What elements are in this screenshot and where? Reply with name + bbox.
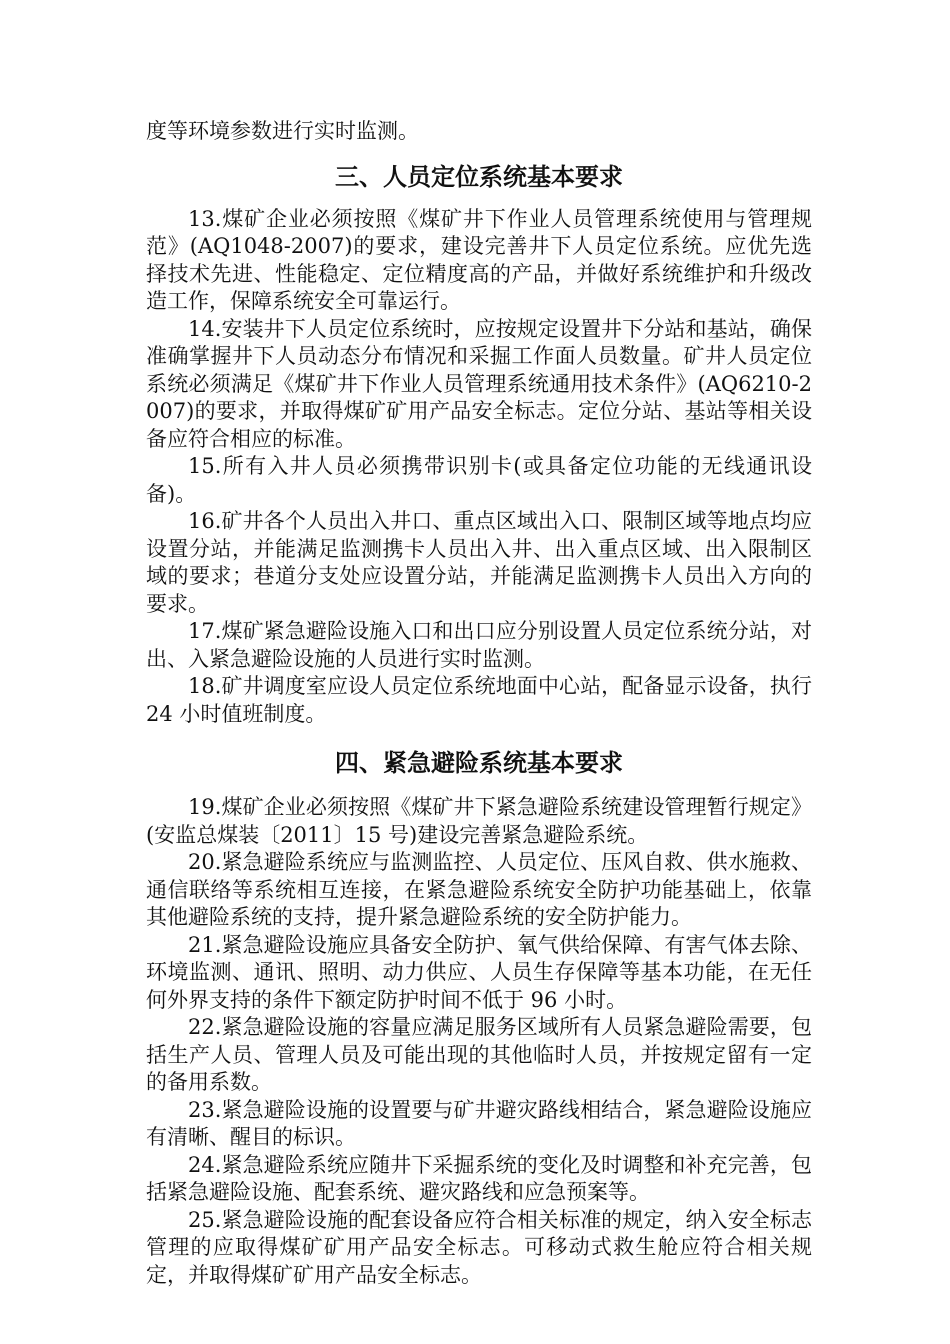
paragraph-21: 21.紧急避险设施应具备安全防护、氧气供给保障、有害气体去除、环境监测、通讯、照明、动力供应、人员生存保障等基本功能，在无任何外界支持的条件下额定防护时间不低于 96 小时。 — [146, 932, 812, 1012]
paragraph-18: 18.矿井调度室应设人员定位系统地面中心站，配备显示设备，执行 24 小时值班制度。 — [146, 674, 812, 726]
section-heading-personnel-positioning: 三、人员定位系统基本要求 — [335, 162, 623, 191]
intro-paragraph: 度等环境参数进行实时监测。 — [146, 119, 419, 143]
paragraph-19: 19.煤矿企业必须按照《煤矿井下紧急避险系统建设管理暂行规定》(安监总煤装〔2011〕15 号)建设完善紧急避险系统。 — [146, 795, 812, 847]
paragraph-24: 24.紧急避险系统应随井下采掘系统的变化及时调整和补充完善，包括紧急避险设施、配套系统、避灾路线和应急预案等。 — [146, 1152, 812, 1204]
paragraph-15: 15.所有入井人员必须携带识别卡(或具备定位功能的无线通讯设备)。 — [146, 454, 812, 506]
paragraph-20: 20.紧急避险系统应与监测监控、人员定位、压风自救、供水施救、通信联络等系统相互连接，在紧急避险系统安全防护功能基础上，依靠其他避险系统的支持，提升紧急避险系统的安全防护能力。 — [146, 850, 812, 929]
paragraph-13: 13.煤矿企业必须按照《煤矿井下作业人员管理系统使用与管理规范》(AQ1048-2007)的要求，建设完善井下人员定位系统。应优先选择技术先进、性能稳定、定位精度高的产品，并做好系统维护和升级改造工作，保障系统安全可靠运行。 — [146, 206, 812, 313]
paragraph-17: 17.煤矿紧急避险设施入口和出口应分别设置人员定位系统分站，对出、入紧急避险设施的人员进行实时监测。 — [146, 619, 812, 671]
section-heading-emergency-refuge: 四、紧急避险系统基本要求 — [335, 749, 623, 777]
paragraph-16: 16.矿井各个人员出入井口、重点区域出入口、限制区域等地点均应设置分站，并能满足监测携卡人员出入井、出入重点区域、出入限制区域的要求；巷道分支处应设置分站，并能满足监测携卡人员出入方向的要求。 — [146, 509, 812, 616]
paragraph-23: 23.紧急避险设施的设置要与矿井避灾路线相结合，紧急避险设施应有清晰、醒目的标识。 — [146, 1097, 812, 1149]
paragraph-22: 22.紧急避险设施的容量应满足服务区域所有人员紧急避险需要，包括生产人员、管理人员及可能出现的其他临时人员，并按规定留有一定的备用系数。 — [146, 1015, 812, 1094]
document-page — [146, 118, 812, 1289]
paragraph-14: 14.安装井下人员定位系统时，应按规定设置井下分站和基站，确保准确掌握井下人员动态分布情况和采掘工作面人员数量。矿井人员定位系统必须满足《煤矿井下作业人员管理系统通用技术条件》(AQ6210-2007)的要求，并取得煤矿矿用产品安全标志。定位分站、基站等相关设备应符合相应的标准。 — [146, 316, 812, 451]
paragraph-25: 25.紧急避险设施的配套设备应符合相关标准的规定，纳入安全标志管理的应取得煤矿矿用产品安全标志。可移动式救生舱应符合相关规定，并取得煤矿矿用产品安全标志。 — [146, 1207, 812, 1287]
